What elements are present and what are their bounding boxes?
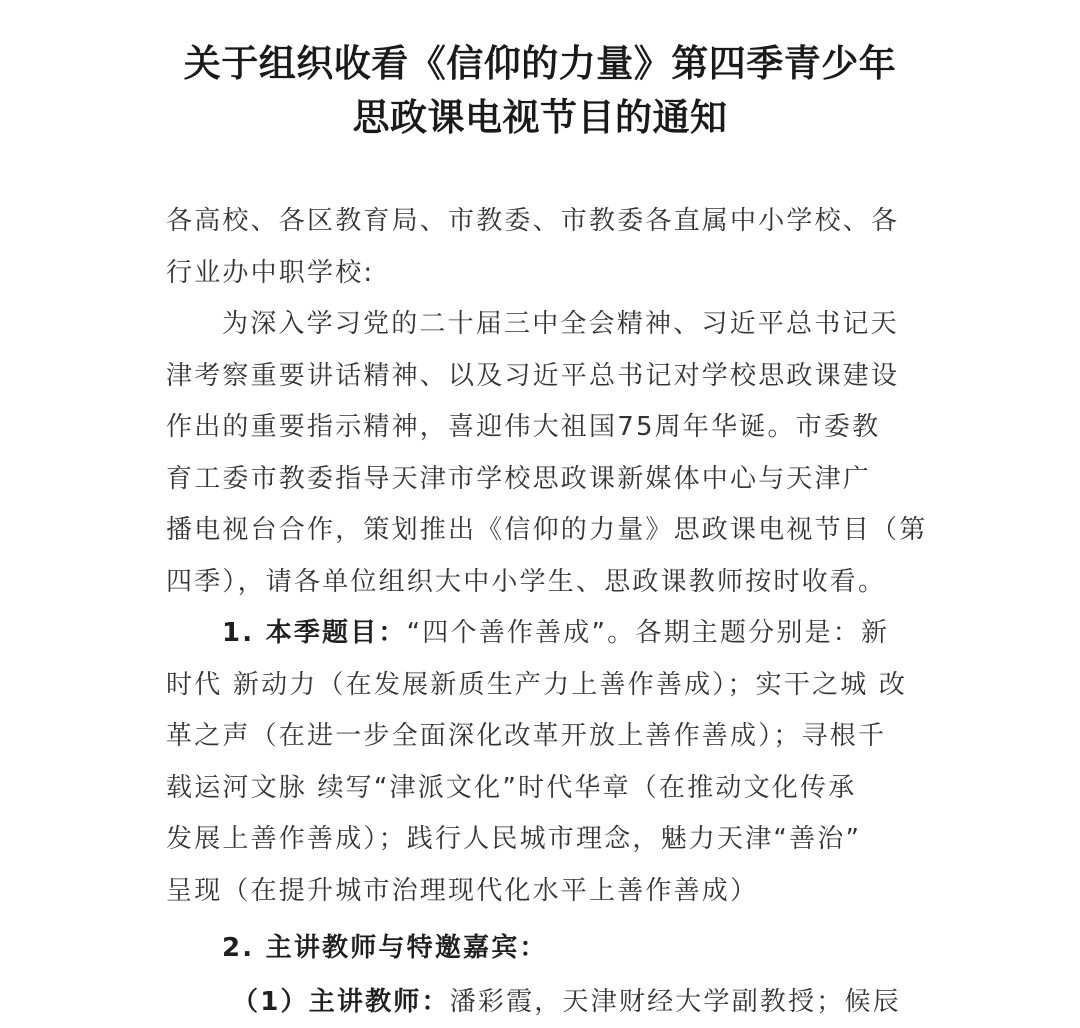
section-1-first-rest: “四个善作善成”。各期主题分别是：新: [407, 618, 890, 648]
section-1-line-4: 载运河文脉 续写“津派文化”时代华章（在推动文化传承: [166, 763, 918, 815]
document-body: [166, 196, 918, 1028]
intro-line-6: 四季），请各单位组织大中小学生、思政课教师按时收看。: [166, 557, 918, 609]
intro-line-2: 津考察重要讲话精神、以及习近平总书记对学校思政课建设: [166, 351, 918, 403]
intro-line-5: 播电视台合作，策划推出《信仰的力量》思政课电视节目（第: [166, 505, 918, 557]
section-1-line-6: 呈现（在提升城市治理现代化水平上善作善成）: [166, 866, 918, 918]
section-1-first-line: [166, 608, 918, 660]
section-1-line-5: 发展上善作善成）；践行人民城市理念，魅力天津“善治”: [166, 814, 918, 866]
intro-line-3: 作出的重要指示精神，喜迎伟大祖国75周年华诞。市委教: [166, 402, 918, 454]
intro-line-4: 育工委市教委指导天津市学校思政课新媒体中心与天津广: [166, 454, 918, 506]
title-line-2: 思政课电视节目的通知: [130, 90, 950, 144]
section-2-heading: 2. 主讲教师与特邀嘉宾：: [222, 933, 548, 963]
section-2-heading-line: [166, 923, 918, 975]
intro-line-1: 为深入学习党的二十届三中全会精神、习近平总书记天: [166, 299, 918, 351]
subsection-1-rest: 潘彩霞，天津财经大学副教授；候辰: [450, 987, 901, 1017]
addressee-line-1: 各高校、各区教育局、市教委、市教委各直属中小学校、各: [166, 196, 918, 248]
document-title: [130, 36, 950, 144]
section-1-line-2: 时代 新动力（在发展新质生产力上善作善成）；实干之城 改: [166, 660, 918, 712]
addressee-line-2: 行业办中职学校:: [166, 248, 918, 300]
section-1-line-3: 革之声（在进一步全面深化改革开放上善作善成）；寻根千: [166, 711, 918, 763]
title-line-1: 关于组织收看《信仰的力量》第四季青少年: [130, 36, 950, 90]
section-1-heading: 1. 本季题目：: [222, 618, 407, 648]
subsection-1-line: [166, 977, 918, 1028]
subsection-1-heading: （1）主讲教师：: [232, 987, 450, 1017]
